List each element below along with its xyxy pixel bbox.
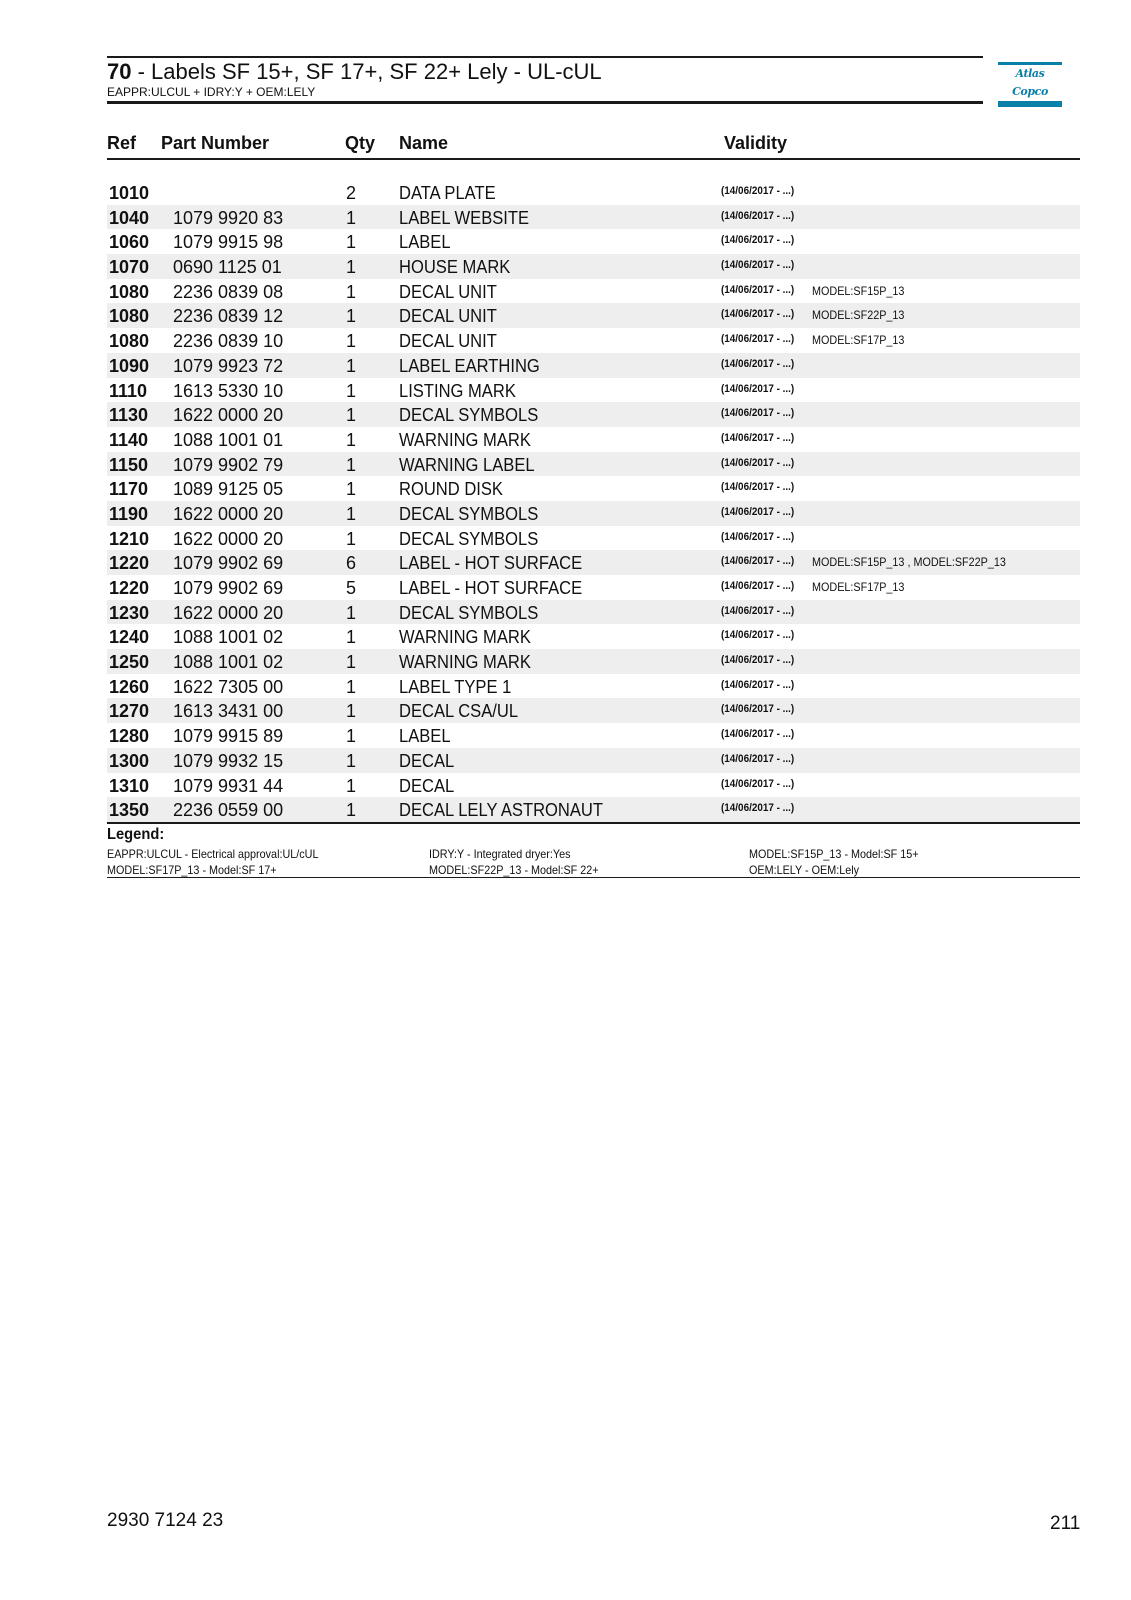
name-cell: DECAL SYMBOLS xyxy=(399,503,539,524)
table-row xyxy=(107,205,1080,230)
table-row xyxy=(107,254,1080,279)
ref-cell: 1260 xyxy=(109,676,150,697)
part-number-cell: 1622 0000 20 xyxy=(173,528,284,549)
table-row xyxy=(107,723,1080,748)
validity-cell: (14/06/2017 - ...) xyxy=(721,580,795,592)
part-number-cell: 1079 9923 72 xyxy=(173,355,284,376)
qty-cell: 1 xyxy=(346,232,357,253)
table-row xyxy=(107,773,1080,798)
table-row xyxy=(107,180,1080,205)
name-cell: HOUSE MARK xyxy=(399,257,511,278)
qty-cell: 1 xyxy=(346,701,357,722)
validity-cell: (14/06/2017 - ...) xyxy=(721,604,795,617)
table-row xyxy=(107,378,1080,403)
qty-cell: 1 xyxy=(346,355,357,376)
qty-cell: 1 xyxy=(346,800,357,821)
validity-cell: (14/06/2017 - ...) xyxy=(721,530,795,543)
validity-cell: (14/06/2017 - ...) xyxy=(721,357,795,370)
table-row xyxy=(107,279,1080,304)
ref-cell: 1190 xyxy=(109,503,149,524)
part-number-cell: 1622 7305 00 xyxy=(173,676,284,697)
table-row xyxy=(107,476,1080,501)
validity-cell: (14/06/2017 - ...) xyxy=(721,703,795,716)
name-cell: DATA PLATE xyxy=(399,183,496,203)
column-header-part-number: Part Number xyxy=(161,133,270,153)
part-number-cell: 1613 3431 00 xyxy=(173,701,284,722)
table-row xyxy=(107,501,1080,526)
name-cell: LABEL - HOT SURFACE xyxy=(399,578,583,598)
qty-cell: 2 xyxy=(346,183,357,203)
legend-bottom-rule xyxy=(107,877,1080,878)
table-row xyxy=(107,328,1080,353)
qty-cell: 5 xyxy=(346,578,357,598)
part-number-cell: 1079 9915 89 xyxy=(173,726,284,747)
qty-cell: 1 xyxy=(346,528,357,549)
ref-cell: 1080 xyxy=(109,281,150,302)
part-number-cell: 1079 9920 83 xyxy=(173,207,284,228)
qty-cell: 1 xyxy=(346,627,357,648)
validity-cell: (14/06/2017 - ...) xyxy=(721,407,795,420)
part-number-cell: 1622 0000 20 xyxy=(173,405,284,426)
model-cell: MODEL:SF22P_13 xyxy=(812,308,905,323)
validity-cell: (14/06/2017 - ...) xyxy=(721,431,795,444)
qty-cell: 1 xyxy=(346,503,357,524)
part-number-cell: 1079 9932 15 xyxy=(173,750,284,771)
header-rule-top xyxy=(107,56,983,58)
page-subtitle: EAPPR:ULCUL + IDRY:Y + OEM:LELY xyxy=(107,85,316,99)
page-title xyxy=(107,60,983,84)
column-header-qty: Qty xyxy=(345,133,376,153)
legend-item: MODEL:SF22P_13 - Model:SF 22+ xyxy=(429,862,599,877)
validity-cell: (14/06/2017 - ...) xyxy=(721,777,795,790)
qty-cell: 1 xyxy=(346,207,357,228)
ref-cell: 1010 xyxy=(109,183,150,203)
name-cell: LISTING MARK xyxy=(399,380,516,401)
table-row xyxy=(107,600,1080,625)
name-cell: DECAL SYMBOLS xyxy=(399,405,539,426)
part-number-cell: 1079 9931 44 xyxy=(173,775,284,796)
ref-cell: 1080 xyxy=(109,306,150,327)
part-number-cell: 1613 5330 10 xyxy=(173,380,284,401)
name-cell: DECAL SYMBOLS xyxy=(399,528,539,549)
header-rule-bottom xyxy=(107,101,983,104)
table-row xyxy=(107,698,1080,723)
validity-cell: (14/06/2017 - ...) xyxy=(721,728,795,741)
validity-cell: (14/06/2017 - ...) xyxy=(721,382,795,395)
table-row xyxy=(107,797,1080,822)
section-title: - Labels SF 15+, SF 17+, SF 22+ Lely - UL-cUL xyxy=(131,59,602,84)
table-row xyxy=(107,526,1080,551)
validity-cell: (14/06/2017 - ...) xyxy=(721,505,795,518)
part-number-cell: 1079 9902 69 xyxy=(173,553,284,574)
name-cell: DECAL CSA/UL xyxy=(399,701,519,722)
part-number-cell: 1088 1001 02 xyxy=(173,652,284,673)
qty-cell: 1 xyxy=(346,380,357,401)
validity-cell: (14/06/2017 - ...) xyxy=(721,802,795,815)
legend-title: Legend: xyxy=(107,825,165,843)
ref-cell: 1080 xyxy=(109,331,150,352)
table-row xyxy=(107,402,1080,427)
table-row xyxy=(107,649,1080,674)
part-number-cell: 0690 1125 01 xyxy=(173,257,282,278)
part-number-cell: 2236 0559 00 xyxy=(173,800,284,821)
validity-cell: (14/06/2017 - ...) xyxy=(721,752,795,765)
page-header xyxy=(107,56,983,104)
name-cell: LABEL xyxy=(399,232,451,253)
name-cell: WARNING LABEL xyxy=(399,454,535,475)
qty-cell: 1 xyxy=(346,454,357,475)
table-header xyxy=(107,130,1080,160)
qty-cell: 1 xyxy=(346,257,357,278)
qty-cell: 1 xyxy=(346,479,357,500)
validity-cell: (14/06/2017 - ...) xyxy=(721,259,795,272)
logo-text: Atlas Copco xyxy=(1012,67,1048,98)
qty-cell: 1 xyxy=(346,331,357,352)
legend-item: MODEL:SF17P_13 - Model:SF 17+ xyxy=(107,862,277,877)
name-cell: LABEL - HOT SURFACE xyxy=(399,553,583,574)
qty-cell: 1 xyxy=(346,726,357,747)
table-row xyxy=(107,452,1080,477)
ref-cell: 1090 xyxy=(109,355,150,376)
table-row xyxy=(107,229,1080,254)
validity-cell: (14/06/2017 - ...) xyxy=(721,333,795,346)
ref-cell: 1040 xyxy=(109,207,150,228)
table-row xyxy=(107,748,1080,773)
model-cell: MODEL:SF17P_13 xyxy=(812,333,905,348)
part-number-cell: 1089 9125 05 xyxy=(173,479,284,500)
ref-cell: 1060 xyxy=(109,232,150,253)
qty-cell: 1 xyxy=(346,281,357,302)
table-row xyxy=(107,353,1080,378)
qty-cell: 6 xyxy=(346,553,357,574)
table-row xyxy=(107,674,1080,699)
qty-cell: 1 xyxy=(346,775,357,796)
legend xyxy=(107,822,1080,878)
validity-cell: (14/06/2017 - ...) xyxy=(721,185,795,197)
part-number-cell: 1079 9902 69 xyxy=(173,578,284,598)
part-number-cell: 2236 0839 12 xyxy=(173,306,284,327)
validity-cell: (14/06/2017 - ...) xyxy=(721,209,795,222)
qty-cell: 1 xyxy=(346,306,357,327)
ref-cell: 1140 xyxy=(109,429,149,450)
ref-cell: 1280 xyxy=(109,726,150,747)
ref-cell: 1220 xyxy=(109,578,150,598)
name-cell: WARNING MARK xyxy=(399,429,531,450)
validity-cell: (14/06/2017 - ...) xyxy=(721,678,795,691)
ref-cell: 1170 xyxy=(109,479,149,500)
ref-cell: 1230 xyxy=(109,602,150,623)
name-cell: WARNING MARK xyxy=(399,627,531,648)
table-row xyxy=(107,575,1080,600)
model-cell: MODEL:SF15P_13 xyxy=(812,283,905,298)
ref-cell: 1240 xyxy=(109,627,150,648)
qty-cell: 1 xyxy=(346,750,357,771)
ref-cell: 1250 xyxy=(109,652,150,673)
column-header-validity: Validity xyxy=(724,133,788,153)
name-cell: DECAL LELY ASTRONAUT xyxy=(399,800,604,821)
table-row xyxy=(107,303,1080,328)
validity-cell: (14/06/2017 - ...) xyxy=(721,555,795,568)
column-header-ref: Ref xyxy=(107,133,137,153)
ref-cell: 1310 xyxy=(109,775,150,796)
name-cell: DECAL SYMBOLS xyxy=(399,602,539,623)
ref-cell: 1110 xyxy=(109,380,148,401)
validity-cell: (14/06/2017 - ...) xyxy=(721,456,795,469)
ref-cell: 1150 xyxy=(109,454,149,475)
ref-cell: 1300 xyxy=(109,750,150,771)
model-cell: MODEL:SF15P_13 , MODEL:SF22P_13 xyxy=(812,555,1006,570)
ref-cell: 1350 xyxy=(109,800,150,821)
name-cell: DECAL UNIT xyxy=(399,306,497,327)
table-row xyxy=(107,624,1080,649)
validity-cell: (14/06/2017 - ...) xyxy=(721,654,795,667)
validity-cell: (14/06/2017 - ...) xyxy=(721,283,795,296)
table-row xyxy=(107,427,1080,452)
part-number-cell: 1088 1001 01 xyxy=(173,429,284,450)
name-cell: DECAL xyxy=(399,750,455,771)
ref-cell: 1270 xyxy=(109,701,150,722)
model-cell: MODEL:SF17P_13 xyxy=(812,580,905,594)
validity-cell: (14/06/2017 - ...) xyxy=(721,234,795,247)
validity-cell: (14/06/2017 - ...) xyxy=(721,629,795,642)
name-cell: LABEL EARTHING xyxy=(399,355,540,376)
ref-cell: 1210 xyxy=(109,528,150,549)
qty-cell: 1 xyxy=(346,602,357,623)
legend-item: IDRY:Y - Integrated dryer:Yes xyxy=(429,846,571,861)
section-number: 70 xyxy=(107,59,132,84)
part-number-cell: 1088 1001 02 xyxy=(173,627,284,648)
qty-cell: 1 xyxy=(346,405,357,426)
name-cell: WARNING MARK xyxy=(399,652,531,673)
ref-cell: 1220 xyxy=(109,553,150,574)
logo-band-bottom xyxy=(998,101,1062,107)
qty-cell: 1 xyxy=(346,429,357,450)
qty-cell: 1 xyxy=(346,676,357,697)
name-cell: ROUND DISK xyxy=(399,479,503,500)
validity-cell: (14/06/2017 - ...) xyxy=(721,481,795,494)
part-number-cell: 2236 0839 08 xyxy=(173,281,284,302)
name-cell: LABEL WEBSITE xyxy=(399,207,530,228)
table-body xyxy=(107,180,1080,822)
part-number-cell: 1622 0000 20 xyxy=(173,602,284,623)
validity-cell: (14/06/2017 - ...) xyxy=(721,308,795,321)
name-cell: DECAL UNIT xyxy=(399,331,497,352)
name-cell: DECAL xyxy=(399,775,455,796)
document-number: 2930 7124 23 xyxy=(107,1510,224,1531)
legend-item: MODEL:SF15P_13 - Model:SF 15+ xyxy=(749,846,919,861)
name-cell: LABEL TYPE 1 xyxy=(399,676,512,697)
page-number: 211 xyxy=(1050,1513,1081,1534)
name-cell: LABEL xyxy=(399,726,451,747)
legend-item: OEM:LELY - OEM:Lely xyxy=(749,862,860,877)
ref-cell: 1070 xyxy=(109,257,150,278)
legend-item: EAPPR:ULCUL - Electrical approval:UL/cUL xyxy=(107,846,319,861)
atlas-copco-logo xyxy=(998,62,1062,98)
name-cell: DECAL UNIT xyxy=(399,281,497,302)
parts-table xyxy=(107,130,1080,878)
part-number-cell: 1622 0000 20 xyxy=(173,503,284,524)
qty-cell: 1 xyxy=(346,652,357,673)
ref-cell: 1130 xyxy=(109,405,149,426)
table-row xyxy=(107,550,1080,575)
part-number-cell: 2236 0839 10 xyxy=(173,331,284,352)
column-header-name: Name xyxy=(399,133,449,153)
part-number-cell: 1079 9915 98 xyxy=(173,232,284,253)
part-number-cell: 1079 9902 79 xyxy=(173,454,284,475)
